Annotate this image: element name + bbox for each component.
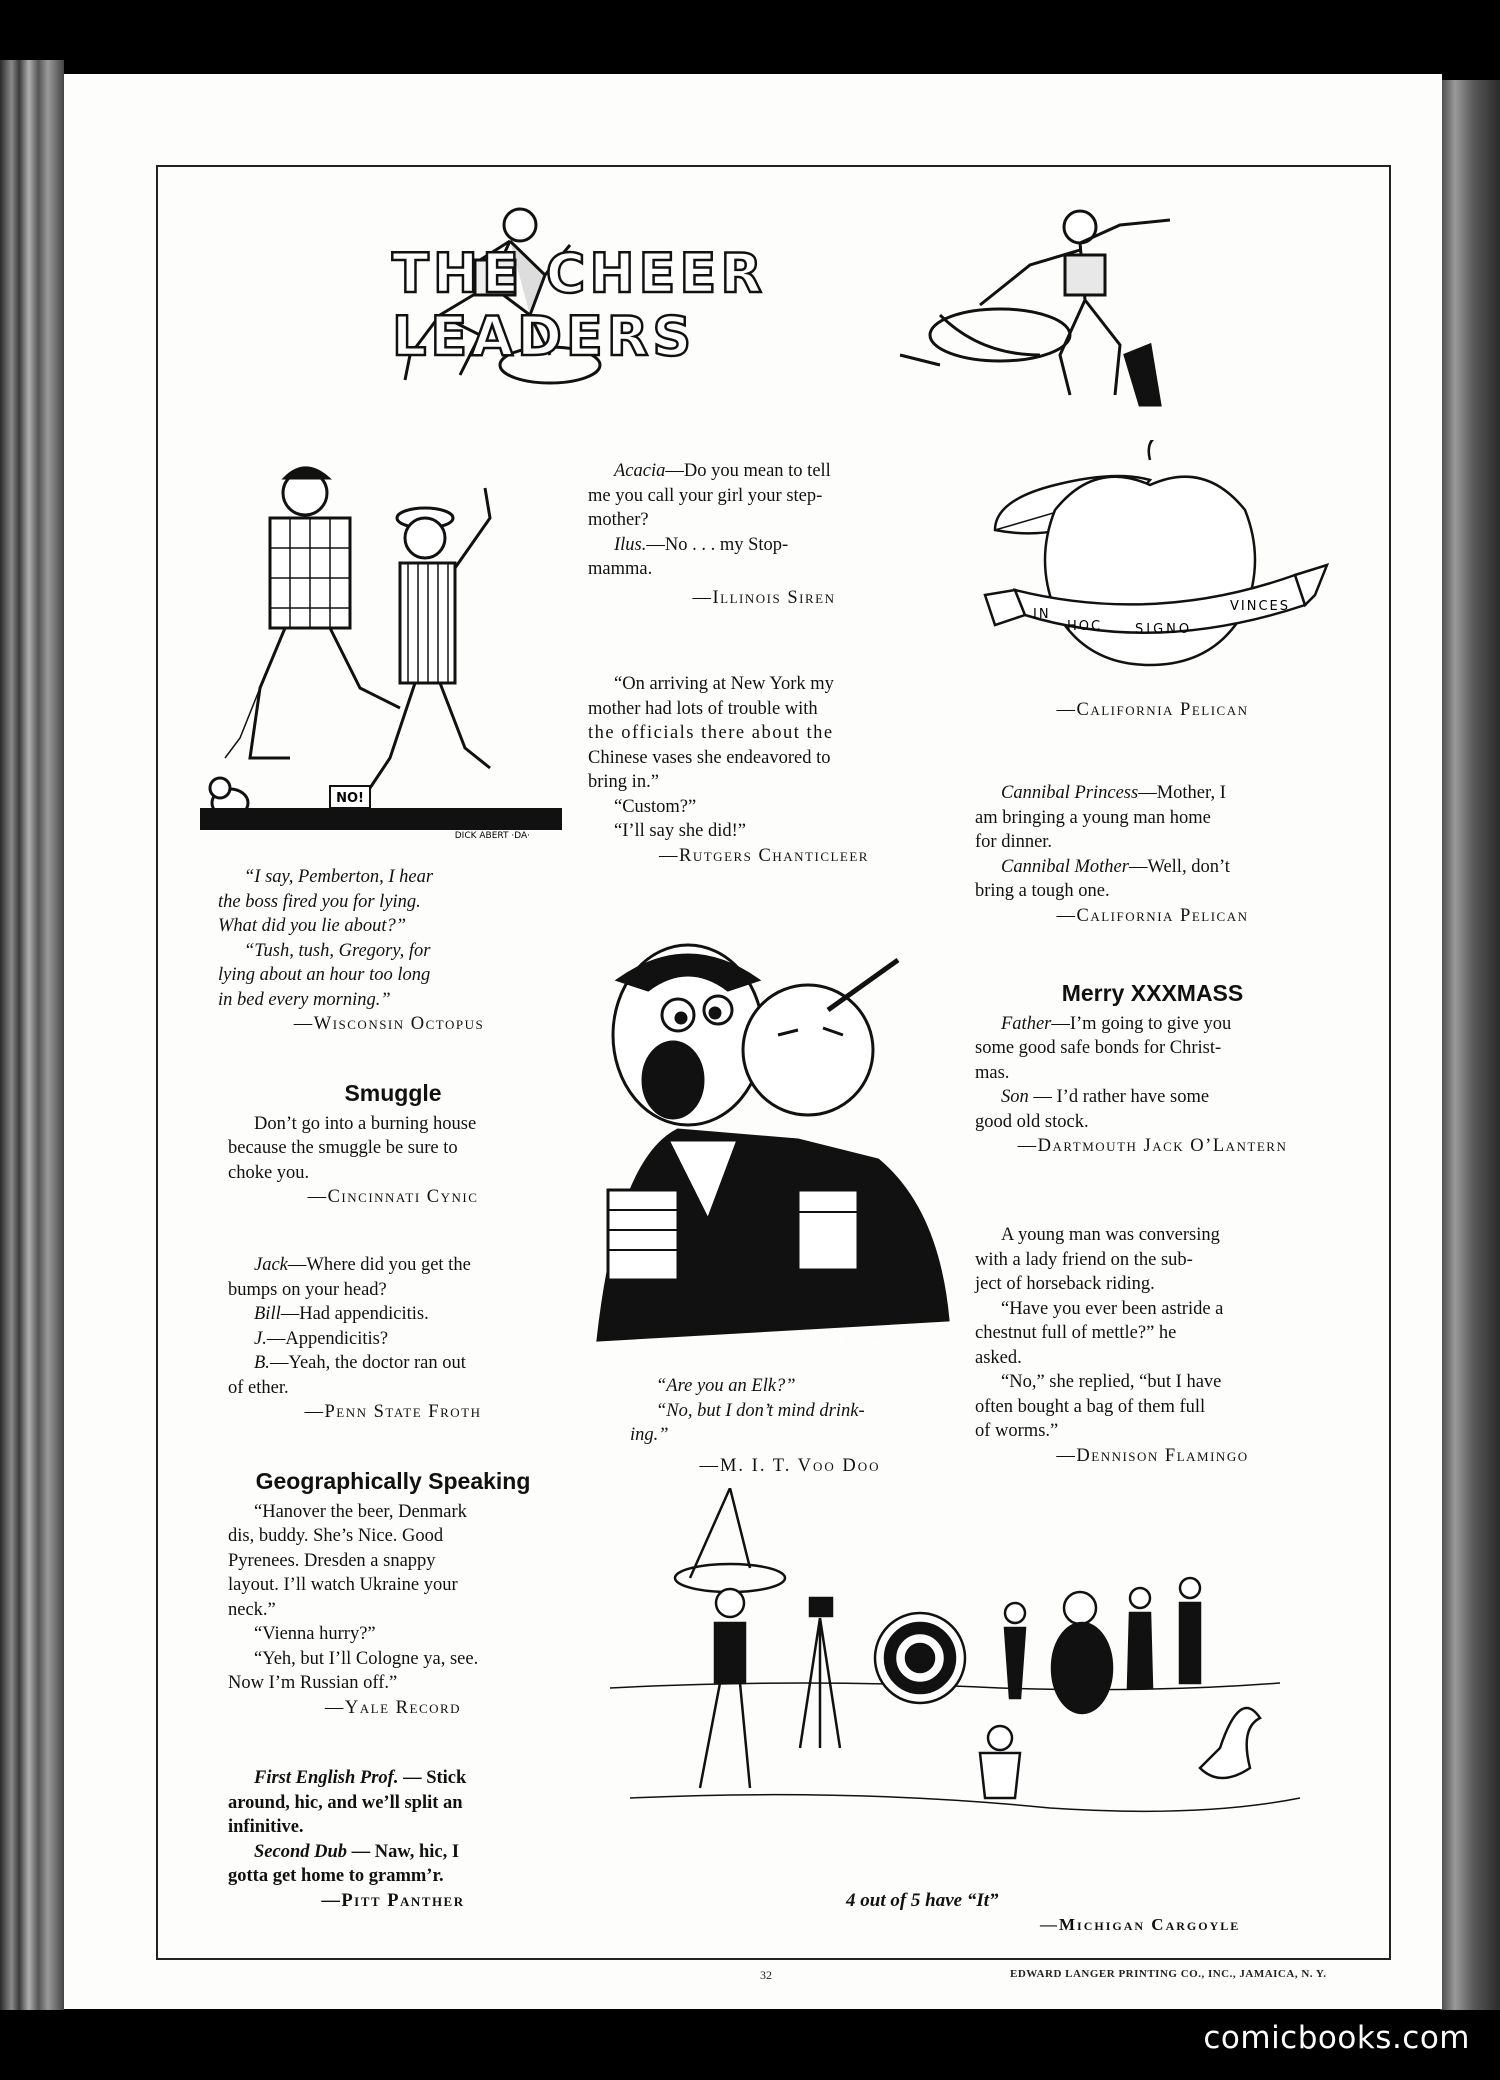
joke-line: What did you lie about?” — [218, 916, 407, 936]
site-watermark: comicbooks.com — [1203, 2020, 1470, 2056]
pemberton-cartoon — [200, 458, 562, 840]
joke-line: ject of horseback riding. — [975, 1274, 1155, 1294]
joke-line: — Stick — [398, 1768, 467, 1788]
joke-line: —Well, don’t — [1128, 856, 1230, 877]
joke-line: “No, but I don’t mind drink- — [656, 1400, 865, 1421]
page-number: 32 — [760, 1968, 772, 1982]
speaker: Bill — [254, 1304, 281, 1324]
joke-line: “Are you an Elk?” — [656, 1376, 796, 1396]
joke-line: ing.” — [630, 1425, 669, 1445]
joke-line: because the smuggle be sure to — [228, 1138, 458, 1158]
geographically-speaking-joke — [228, 1469, 558, 1720]
smuggle-joke — [228, 1081, 558, 1210]
joke-line: Pyrenees. Dresden a snappy — [228, 1550, 436, 1571]
joke-line: around, hic, and we’ll split an — [228, 1792, 463, 1813]
cartoon-caption: 4 out of 5 have “It” — [846, 1890, 999, 1911]
joke-source: —Cincinnati Cynic — [307, 1187, 479, 1207]
illinois-siren-joke — [588, 459, 940, 610]
speaker: Ilus. — [614, 534, 647, 555]
california-pelican-credit-1 — [975, 698, 1330, 723]
speaker: B. — [254, 1353, 270, 1373]
joke-line: with a lady friend on the sub- — [975, 1249, 1193, 1270]
joke-line: —Had appendicitis. — [280, 1304, 429, 1324]
joke-line: — Naw, hic, I — [347, 1841, 460, 1862]
speaker: Cannibal Mother — [1001, 856, 1129, 877]
joke-line: mother had lots of trouble with — [588, 698, 818, 719]
merry-xxxmass-joke — [975, 981, 1330, 1159]
joke-source: —M. I. T. Voo Doo — [699, 1455, 881, 1476]
joke-line: bring in.” — [588, 772, 659, 792]
joke-line: “Hanover the beer, Denmark — [254, 1501, 467, 1522]
mit-voo-doo-joke — [630, 1374, 950, 1478]
joke-line: mas. — [975, 1062, 1010, 1083]
joke-source: —Dennison Flamingo — [1056, 1445, 1249, 1466]
joke-line: —Yeah, the doctor ran out — [269, 1353, 466, 1373]
joke-line: —Where did you get the — [287, 1255, 471, 1275]
joke-line: asked. — [975, 1347, 1022, 1368]
joke-line: dis, buddy. She’s Nice. Good — [228, 1526, 444, 1546]
wisconsin-octopus-joke — [218, 865, 560, 1037]
apple-emblem-illustration — [975, 440, 1335, 690]
joke-heading: Merry XXXMASS — [1061, 980, 1244, 1006]
cartoon-sign-text: NO! — [336, 791, 364, 806]
joke-line: mother? — [588, 510, 649, 530]
joke-line: Don’t go into a burning house — [254, 1113, 477, 1134]
speaker: Cannibal Princess — [1001, 783, 1139, 803]
joke-line: some good safe bonds for Christ- — [975, 1038, 1222, 1058]
speaker: First English Prof. — [254, 1768, 399, 1788]
joke-source: —Illinois Siren — [692, 587, 836, 608]
joke-line: of worms.” — [975, 1421, 1059, 1441]
speaker: Father — [1001, 1013, 1052, 1034]
book-spine-right — [1440, 80, 1500, 2010]
joke-line: chestnut full of mettle?” he — [975, 1323, 1177, 1343]
banner-word: VINCES — [1230, 599, 1290, 614]
joke-line: in bed every morning.” — [218, 989, 391, 1010]
joke-line: me you call your girl your step- — [588, 485, 823, 506]
joke-line: —Mother, I — [1138, 783, 1226, 803]
joke-line: mamma. — [588, 559, 653, 579]
joke-line: “On arriving at New York my — [614, 674, 834, 694]
joke-line: lying about an hour too long — [218, 965, 431, 985]
speaker: Son — [1001, 1087, 1029, 1107]
speaker: J. — [254, 1328, 267, 1349]
pitt-panther-joke — [228, 1766, 558, 1913]
printer-credit: EDWARD LANGER PRINTING CO., INC., JAMAICA, N. Y. — [1010, 1968, 1327, 1980]
book-spine-left — [0, 60, 64, 2010]
joke-line: “No,” she replied, “but I have — [1001, 1372, 1222, 1392]
joke-line: Chinese vases she endeavored to — [588, 747, 831, 768]
speaker: Acacia — [614, 461, 666, 481]
joke-line: “I say, Pemberton, I hear — [244, 867, 434, 887]
page-title: THE CHEER LEADERS — [392, 242, 766, 368]
joke-line: often bought a bag of them full — [975, 1396, 1206, 1417]
banner-word: SIGNO — [1135, 622, 1193, 637]
banner-word: HOC — [1067, 619, 1103, 634]
joke-heading: Geographically Speaking — [255, 1468, 531, 1494]
joke-source: —California Pelican — [1056, 905, 1249, 926]
joke-line: “Tush, tush, Gregory, for — [244, 940, 431, 961]
joke-line: “Have you ever been astride a — [1001, 1298, 1224, 1319]
joke-line: choke you. — [228, 1162, 310, 1183]
bathing-beauties-cartoon — [600, 1488, 1322, 1856]
joke-line: “Vienna hurry?” — [254, 1624, 376, 1644]
joke-line: —I’m going to give you — [1051, 1013, 1232, 1034]
joke-source: —Penn State Froth — [304, 1402, 482, 1422]
speaker: Jack — [254, 1255, 288, 1275]
joke-source: —California Pelican — [1056, 700, 1249, 720]
joke-line: for dinner. — [975, 832, 1053, 852]
cargoyle-source-block — [1040, 1913, 1300, 1938]
joke-source: —Wisconsin Octopus — [293, 1014, 485, 1034]
joke-line: Now I’m Russian off.” — [228, 1673, 398, 1693]
joke-line: — I’d rather have some — [1028, 1087, 1210, 1107]
joke-line: “Custom?” — [614, 796, 697, 817]
joke-line: layout. I’ll watch Ukraine your — [228, 1575, 458, 1595]
joke-line: —No . . . my Stop- — [646, 534, 789, 555]
joke-line: the officials there about the — [588, 723, 834, 743]
joke-source: —Michigan Cargoyle — [1040, 1915, 1241, 1934]
joke-line: “Yeh, but I’ll Cologne ya, see. — [254, 1648, 479, 1669]
cargoyle-caption — [846, 1889, 1046, 1914]
joke-line: A young man was conversing — [1001, 1225, 1220, 1245]
joke-source: —Pitt Panther — [321, 1890, 465, 1911]
joke-line: bumps on your head? — [228, 1279, 387, 1300]
joke-line: am bringing a young man home — [975, 807, 1211, 828]
elk-cartoon — [578, 940, 956, 1350]
joke-source: —Dartmouth Jack O’Lantern — [1017, 1136, 1288, 1156]
joke-line: the boss fired you for lying. — [218, 891, 421, 912]
penn-state-froth-joke — [228, 1253, 558, 1425]
joke-line: bring a tough one. — [975, 881, 1110, 901]
joke-line: —Appendicitis? — [266, 1328, 389, 1349]
cannibal-princess-joke — [975, 781, 1330, 928]
joke-line: good old stock. — [975, 1111, 1089, 1132]
joke-line: —Do you mean to tell — [665, 461, 831, 481]
joke-source: —Rutgers Chanticleer — [659, 845, 869, 866]
joke-source: —Yale Record — [324, 1697, 462, 1718]
cartoon-credit: DICK ABERT ·DA· — [454, 831, 530, 840]
rutgers-chanticleer-joke — [588, 672, 940, 868]
joke-line: of ether. — [228, 1377, 289, 1398]
banner-word: IN — [1033, 607, 1051, 622]
dennison-flamingo-joke — [975, 1223, 1330, 1468]
joke-line: gotta get home to gramm’r. — [228, 1866, 444, 1886]
cartoon-credit: E. COTRAN — [838, 1338, 888, 1348]
joke-line: infinitive. — [228, 1817, 304, 1837]
joke-line: neck.” — [228, 1599, 276, 1620]
joke-heading: Smuggle — [344, 1080, 442, 1106]
joke-line: “I’ll say she did!” — [614, 821, 747, 841]
speaker: Second Dub — [254, 1841, 348, 1862]
